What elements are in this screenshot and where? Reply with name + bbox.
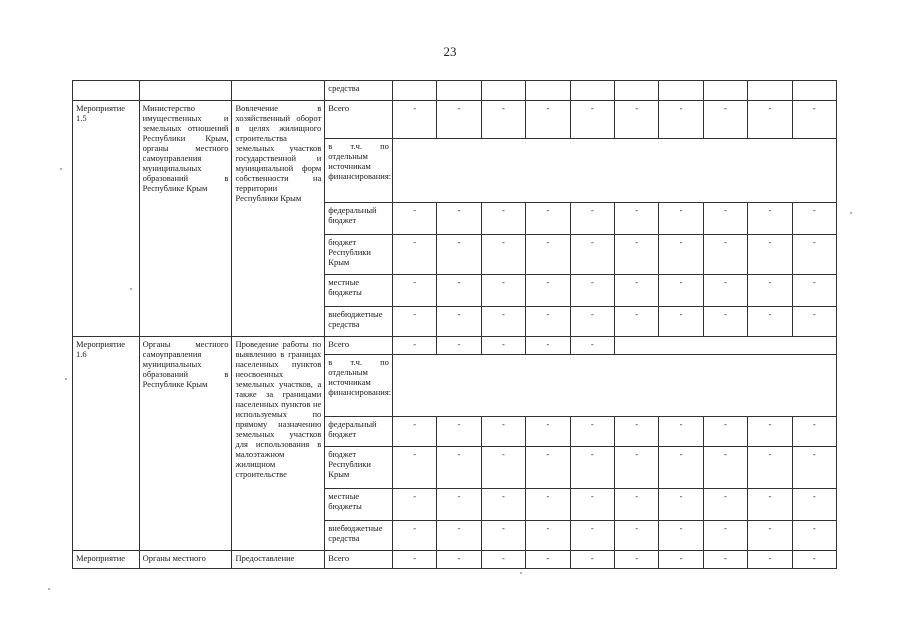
cell-text: Органы местного (142, 553, 206, 563)
value-cell: - (570, 337, 614, 355)
value-cell: - (614, 307, 658, 337)
value-cell: - (659, 203, 703, 235)
value-cell: - (792, 447, 836, 489)
value-cell: - (392, 489, 436, 521)
description-cell (232, 337, 325, 551)
blank-value-cell (392, 139, 836, 203)
scan-speck (48, 588, 50, 590)
value-cell: - (748, 447, 792, 489)
value-cell: - (570, 235, 614, 275)
value-cell: - (481, 447, 525, 489)
funding-source-label: местные бюджеты (328, 491, 362, 511)
value-cell: - (526, 235, 570, 275)
value-cell: - (392, 275, 436, 307)
executor-cell (139, 551, 232, 569)
funding-source-cell (325, 81, 393, 101)
value-cell: - (481, 337, 525, 355)
scan-speck (60, 168, 62, 170)
value-cell: - (792, 551, 836, 569)
value-cell: - (392, 337, 436, 355)
value-cell: - (526, 489, 570, 521)
value-cell: - (570, 551, 614, 569)
scan-speck (65, 378, 67, 380)
value-cell: - (748, 489, 792, 521)
funding-source-label: бюджет Республики Крым (328, 237, 371, 267)
value-cell: - (392, 551, 436, 569)
value-cell: - (748, 307, 792, 337)
value-cell: - (614, 275, 658, 307)
value-cell: - (392, 521, 436, 551)
funding-source-cell (325, 101, 393, 139)
value-cell: - (792, 417, 836, 447)
executor-cell (139, 81, 232, 101)
value-cell (659, 81, 703, 101)
value-cell: - (659, 417, 703, 447)
value-cell: - (481, 101, 525, 139)
funding-source-label: Всего (328, 103, 350, 113)
value-cell: - (703, 203, 747, 235)
funding-table (72, 80, 837, 569)
blank-value-cell (392, 355, 836, 417)
description-cell (232, 101, 325, 337)
value-cell (614, 81, 658, 101)
value-cell: - (703, 275, 747, 307)
scan-speck (520, 572, 522, 574)
measure-label-cell (73, 337, 140, 551)
funding-source-cell (325, 489, 393, 521)
value-cell (703, 81, 747, 101)
description-cell (232, 551, 325, 569)
value-cell: - (703, 551, 747, 569)
value-cell: - (526, 521, 570, 551)
funding-source-cell (325, 139, 393, 203)
value-cell: - (614, 417, 658, 447)
funding-source-label: средства (328, 83, 360, 93)
value-cell: - (792, 203, 836, 235)
value-cell: - (526, 101, 570, 139)
value-cell: - (392, 447, 436, 489)
value-cell: - (659, 275, 703, 307)
funding-source-label: федеральный бюджет (328, 419, 377, 439)
funding-source-label: бюджет Республики Крым (328, 449, 371, 479)
cell-text: Предоставление (235, 553, 295, 563)
value-cell: - (570, 275, 614, 307)
funding-source-cell (325, 235, 393, 275)
value-cell (526, 81, 570, 101)
funding-source-label: в т.ч. по отдельным источникам финансирования: (328, 141, 392, 181)
value-cell: - (392, 307, 436, 337)
value-cell: - (748, 275, 792, 307)
funding-source-label: местные бюджеты (328, 277, 362, 297)
value-cell: - (748, 203, 792, 235)
table-row (73, 337, 837, 355)
value-cell: - (792, 101, 836, 139)
value-cell: - (481, 203, 525, 235)
value-cell: - (614, 235, 658, 275)
funding-source-label: внебюджетные средства (328, 523, 383, 543)
value-cell: - (526, 275, 570, 307)
value-cell: - (659, 447, 703, 489)
value-cell: - (792, 489, 836, 521)
funding-source-cell (325, 337, 393, 355)
value-cell: - (526, 337, 570, 355)
funding-source-cell (325, 307, 393, 337)
value-cell: - (748, 521, 792, 551)
table-row (73, 551, 837, 569)
value-cell (437, 81, 481, 101)
value-cell: - (748, 551, 792, 569)
value-cell: - (437, 101, 481, 139)
value-cell: - (659, 489, 703, 521)
value-cell: - (392, 101, 436, 139)
value-cell: - (570, 447, 614, 489)
value-cell: - (792, 235, 836, 275)
value-cell: - (703, 417, 747, 447)
funding-source-label: федеральный бюджет (328, 205, 377, 225)
value-cell: - (437, 489, 481, 521)
value-cell (748, 81, 792, 101)
value-cell (481, 81, 525, 101)
value-cell: - (659, 235, 703, 275)
value-cell: - (437, 447, 481, 489)
value-cell: - (437, 551, 481, 569)
cell-text: Мероприятие (76, 553, 126, 563)
cell-text: Мероприятие 1.5 (76, 103, 126, 123)
cell-text: Вовлечение в хозяйственный оборот в целях жилищного строительства земельных участков государственной и муниципальной форм собственности на территории Республики Крым (235, 103, 322, 203)
value-cell: - (703, 447, 747, 489)
value-cell: - (614, 551, 658, 569)
funding-source-cell (325, 521, 393, 551)
value-cell (570, 81, 614, 101)
value-cell: - (437, 203, 481, 235)
value-cell: - (703, 521, 747, 551)
value-cell: - (659, 307, 703, 337)
description-cell (232, 81, 325, 101)
executor-cell (139, 337, 232, 551)
value-cell: - (392, 203, 436, 235)
value-cell: - (437, 337, 481, 355)
value-cell: - (659, 551, 703, 569)
value-cell (392, 81, 436, 101)
value-cell: - (614, 489, 658, 521)
funding-source-label: Всего (328, 339, 350, 349)
value-cell: - (570, 101, 614, 139)
value-cell: - (570, 417, 614, 447)
value-cell: - (570, 521, 614, 551)
value-cell: - (614, 447, 658, 489)
value-cell: - (437, 417, 481, 447)
value-cell: - (526, 307, 570, 337)
value-cell: - (703, 235, 747, 275)
value-cell: - (614, 101, 658, 139)
value-cell: - (481, 489, 525, 521)
value-cell (792, 81, 836, 101)
executor-cell (139, 101, 232, 337)
cell-text: Мероприятие 1.6 (76, 339, 126, 359)
value-cell: - (481, 417, 525, 447)
value-cell: - (614, 203, 658, 235)
cell-text: Органы местного самоуправления муниципальных образований в Республике Крым (142, 339, 229, 389)
funding-source-cell (325, 275, 393, 307)
funding-source-label: внебюджетные средства (328, 309, 383, 329)
value-cell: - (392, 235, 436, 275)
funding-source-cell (325, 203, 393, 235)
measure-label-cell (73, 101, 140, 337)
table-row (73, 101, 837, 139)
value-cell: - (570, 489, 614, 521)
value-cell: - (437, 307, 481, 337)
value-cell: - (570, 203, 614, 235)
value-cell: - (748, 235, 792, 275)
funding-source-cell (325, 417, 393, 447)
value-cell: - (748, 101, 792, 139)
value-cell: - (792, 275, 836, 307)
funding-source-cell (325, 447, 393, 489)
value-cell: - (703, 307, 747, 337)
value-cell: - (792, 307, 836, 337)
value-cell: - (481, 235, 525, 275)
scan-speck (130, 288, 132, 290)
value-cell: - (703, 489, 747, 521)
cell-text: Проведение работы по выявлению в границах населенных пунктов неосвоенных земельных участков, а также за границами населенных пунктов не используемых по прямому назначению земельных участков для использования в малоэтажном жилищном строительстве (235, 339, 322, 479)
value-cell: - (526, 551, 570, 569)
value-cell: - (526, 447, 570, 489)
value-cell: - (659, 101, 703, 139)
table-row (73, 81, 837, 101)
scan-speck (850, 212, 852, 214)
cell-text: Министерство имущественных и земельных отношений Республики Крым, органы местного самоуправления муниципальных образований в Республике Крым (142, 103, 229, 193)
value-cell: - (437, 235, 481, 275)
funding-source-label: Всего (328, 553, 350, 563)
funding-source-cell (325, 551, 393, 569)
value-cell: - (659, 521, 703, 551)
value-cell: - (614, 521, 658, 551)
value-cell: - (481, 521, 525, 551)
value-cell: - (526, 417, 570, 447)
value-cell: - (481, 551, 525, 569)
page-number: 23 (443, 44, 457, 59)
measure-label-cell (73, 81, 140, 101)
value-cell: - (481, 307, 525, 337)
value-cell: - (748, 417, 792, 447)
blank-value-cell (614, 337, 836, 355)
value-cell: - (703, 101, 747, 139)
value-cell: - (437, 275, 481, 307)
value-cell: - (392, 417, 436, 447)
value-cell: - (570, 307, 614, 337)
value-cell: - (481, 275, 525, 307)
measure-label-cell (73, 551, 140, 569)
funding-source-label: в т.ч. по отдельным источникам финансирования: (328, 357, 392, 397)
value-cell: - (792, 521, 836, 551)
value-cell: - (526, 203, 570, 235)
value-cell: - (437, 521, 481, 551)
funding-source-cell (325, 355, 393, 417)
